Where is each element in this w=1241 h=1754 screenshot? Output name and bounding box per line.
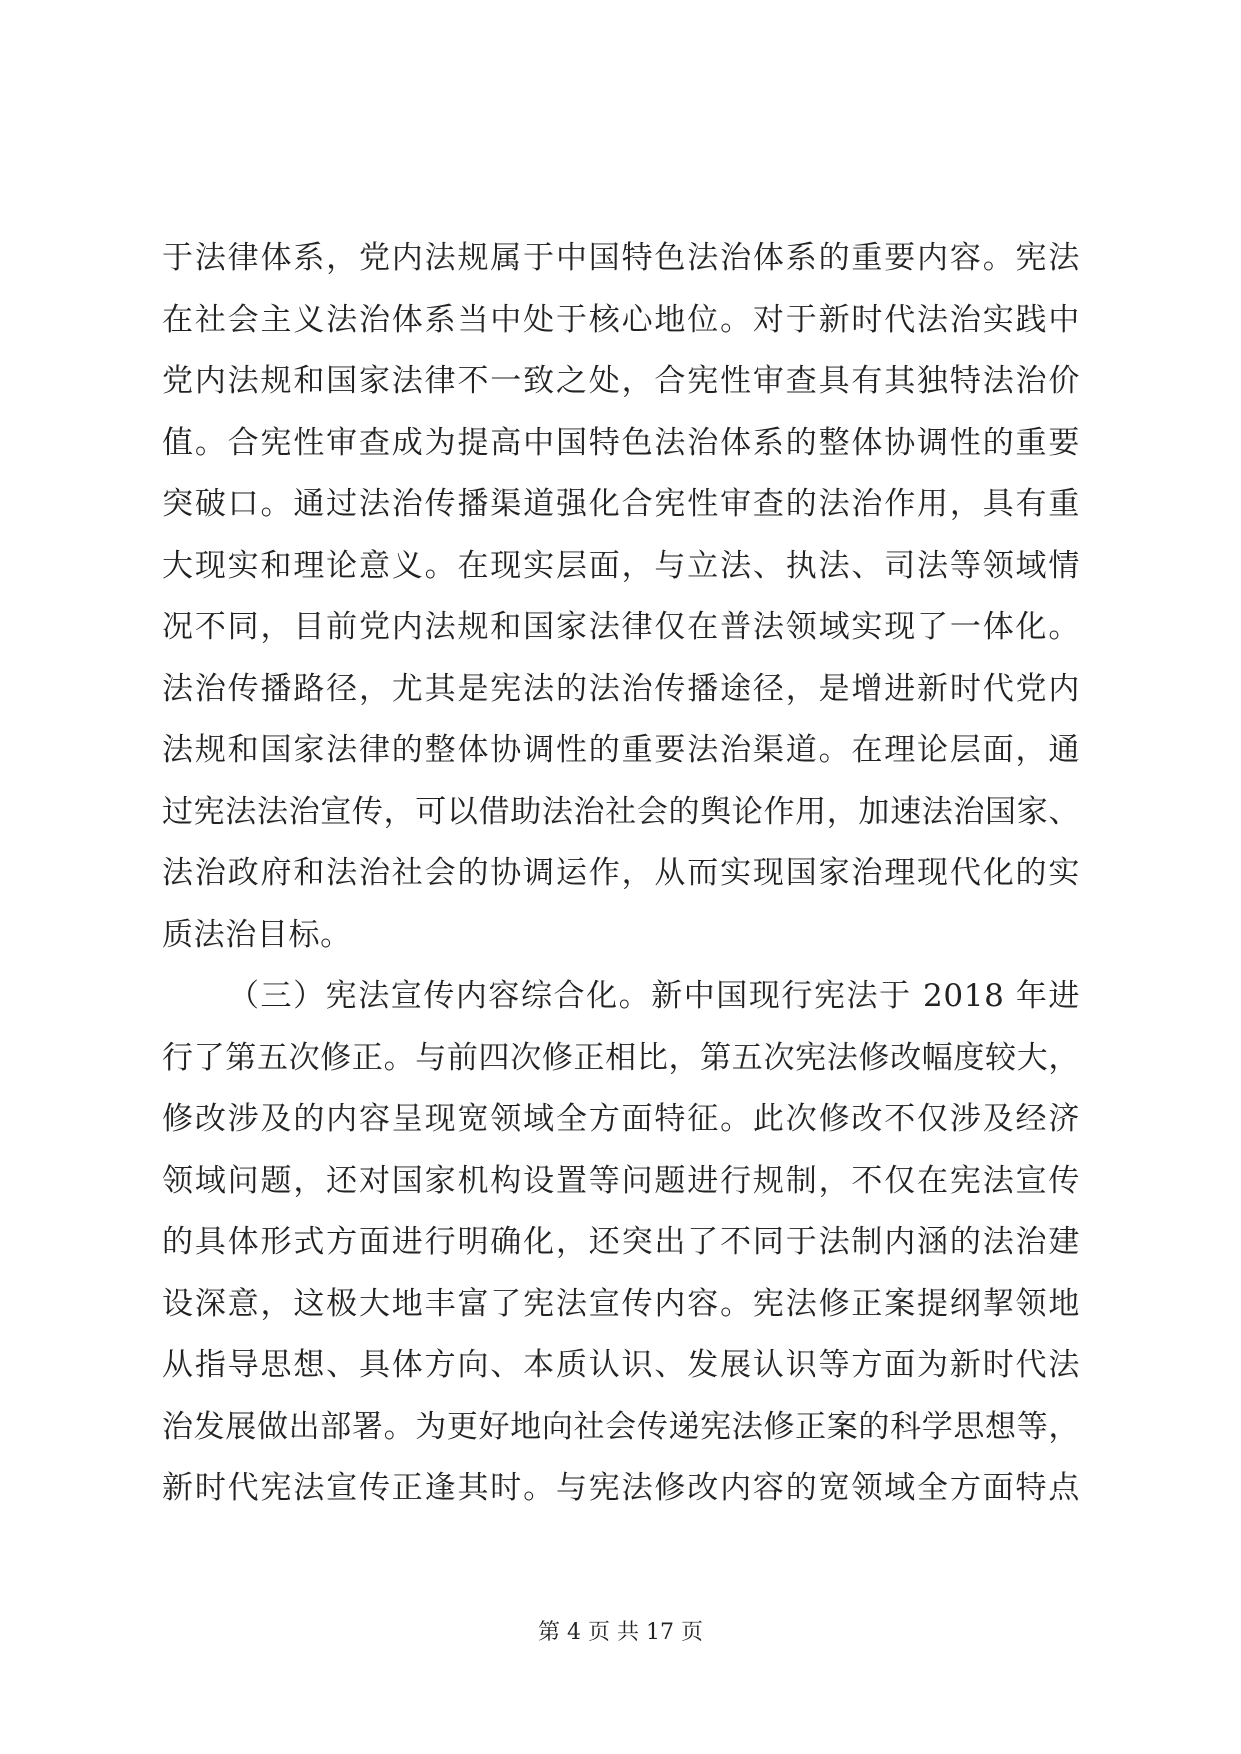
text-line: 在社会主义法治体系当中处于核心地位。对于新时代法治实践中 (162, 301, 1080, 338)
body-text (162, 228, 1080, 1520)
text-line: 况不同，目前党内法规和国家法律仅在普法领域实现了一体化。 (162, 609, 1080, 645)
text-line: 于法律体系，党内法规属于中国特色法治体系的重要内容。宪法 (162, 240, 1080, 276)
text-line: 新时代宪法宣传正逢其时。与宪法修改内容的宽领域全方面特点 (162, 1470, 1080, 1506)
text-line: 值。合宪性审查成为提高中国特色法治体系的整体协调性的重要 (162, 424, 1080, 461)
text-line: 领域问题，还对国家机构设置等问题进行规制，不仅在宪法宣传 (162, 1162, 1080, 1199)
text-line-paragraph-end: 质法治目标。 (162, 916, 352, 953)
text-line: 修改涉及的内容呈现宽领域全方面特征。此次修改不仅涉及经济 (162, 1101, 1080, 1137)
text-line: 治发展做出部署。为更好地向社会传递宪法修正案的科学思想等， (162, 1408, 1080, 1445)
section-heading-line: （三）宪法宣传内容综合化。新中国现行宪法于 2018 年进 (228, 978, 1080, 1014)
text-line: 法治传播路径，尤其是宪法的法治传播途径，是增进新时代党内 (162, 670, 1080, 707)
text-line: 设深意，这极大地丰富了宪法宣传内容。宪法修正案提纲挈领地 (162, 1285, 1080, 1322)
text-line: 法治政府和法治社会的协调运作，从而实现国家治理现代化的实 (162, 855, 1080, 891)
text-line: 从指导思想、具体方向、本质认识、发展认识等方面为新时代法 (162, 1347, 1080, 1383)
text-line: 的具体形式方面进行明确化，还突出了不同于法制内涵的法治建 (162, 1224, 1080, 1260)
text-line: 党内法规和国家法律不一致之处，合宪性审查具有其独特法治价 (162, 363, 1080, 399)
text-line: 大现实和理论意义。在现实层面，与立法、执法、司法等领域情 (162, 547, 1080, 584)
page-number-footer: 第 4 页 共 17 页 (538, 1620, 703, 1645)
text-line: 突破口。通过法治传播渠道强化合宪性审查的法治作用，具有重 (162, 486, 1080, 522)
text-line: 行了第五次修正。与前四次修正相比，第五次宪法修改幅度较大， (162, 1039, 1080, 1076)
text-line: 法规和国家法律的整体协调性的重要法治渠道。在理论层面，通 (162, 732, 1080, 768)
text-line: 过宪法法治宣传，可以借助法治社会的舆论作用，加速法治国家、 (162, 793, 1080, 830)
